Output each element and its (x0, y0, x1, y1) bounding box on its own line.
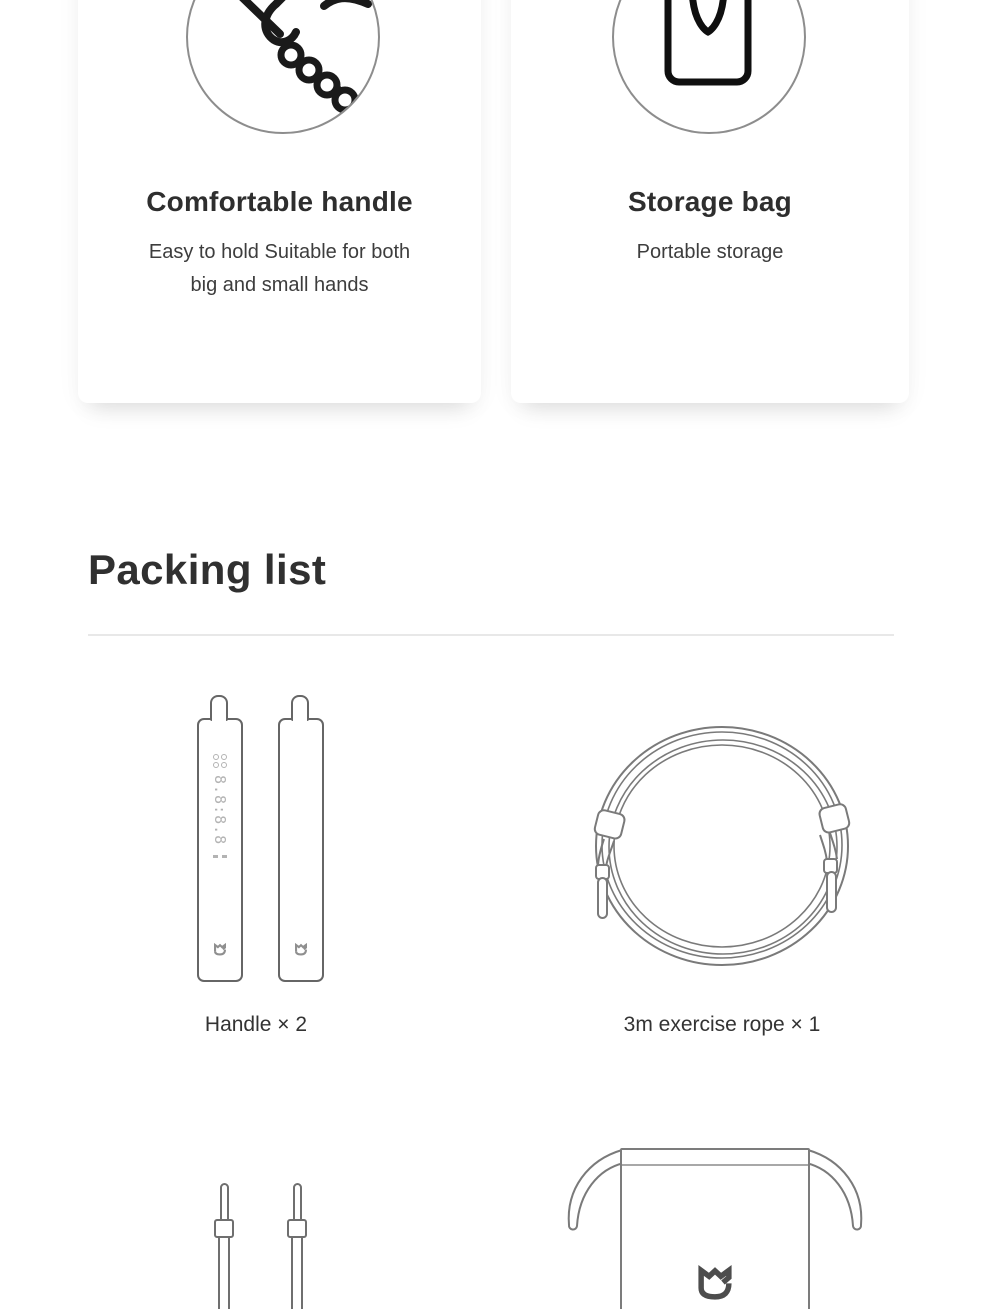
feature-description: Portable storage (636, 241, 784, 263)
feature-icon-circle (612, 0, 806, 134)
mijia-logo-icon (213, 942, 228, 957)
rope-tip (293, 1183, 302, 1221)
bag-drawstring-channel (622, 1150, 808, 1166)
led-status-icons (213, 754, 227, 768)
rope-tube (218, 1236, 230, 1309)
handle-illustration-with-display (197, 718, 243, 982)
handle-led-display (199, 754, 241, 858)
feature-title: Comfortable handle (146, 186, 413, 217)
coiled-rope-illustration (574, 699, 870, 995)
led-dashes (213, 855, 227, 858)
handle-cord-nub (291, 695, 309, 721)
packing-item-label: Handle × 2 (204, 1013, 308, 1036)
shopping-bag-icon (614, 0, 800, 128)
rope-tube (291, 1236, 303, 1309)
feature-description: Easy to hold Suitable for both big and small hands (148, 241, 411, 296)
feature-icon-circle (186, 0, 380, 134)
packing-item-label: 3m exercise rope × 1 (623, 1013, 821, 1036)
mijia-logo-icon (694, 1260, 736, 1306)
feature-card-comfortable-handle (78, 0, 481, 403)
feature-card-storage-bag (511, 0, 909, 403)
short-rope-end-illustration (283, 1183, 311, 1309)
packing-list-title: Packing list (88, 546, 327, 593)
led-digits: 8.8:8.8 (211, 775, 229, 846)
handle-illustration-plain (278, 718, 324, 982)
handle-cord-nub (210, 695, 228, 721)
short-rope-end-illustration (210, 1183, 238, 1309)
hand-holding-handle-icon (188, 0, 374, 128)
mijia-logo-icon (294, 942, 309, 957)
feature-title: Storage bag (627, 186, 792, 217)
rope-tip (220, 1183, 229, 1221)
section-divider (88, 634, 894, 636)
